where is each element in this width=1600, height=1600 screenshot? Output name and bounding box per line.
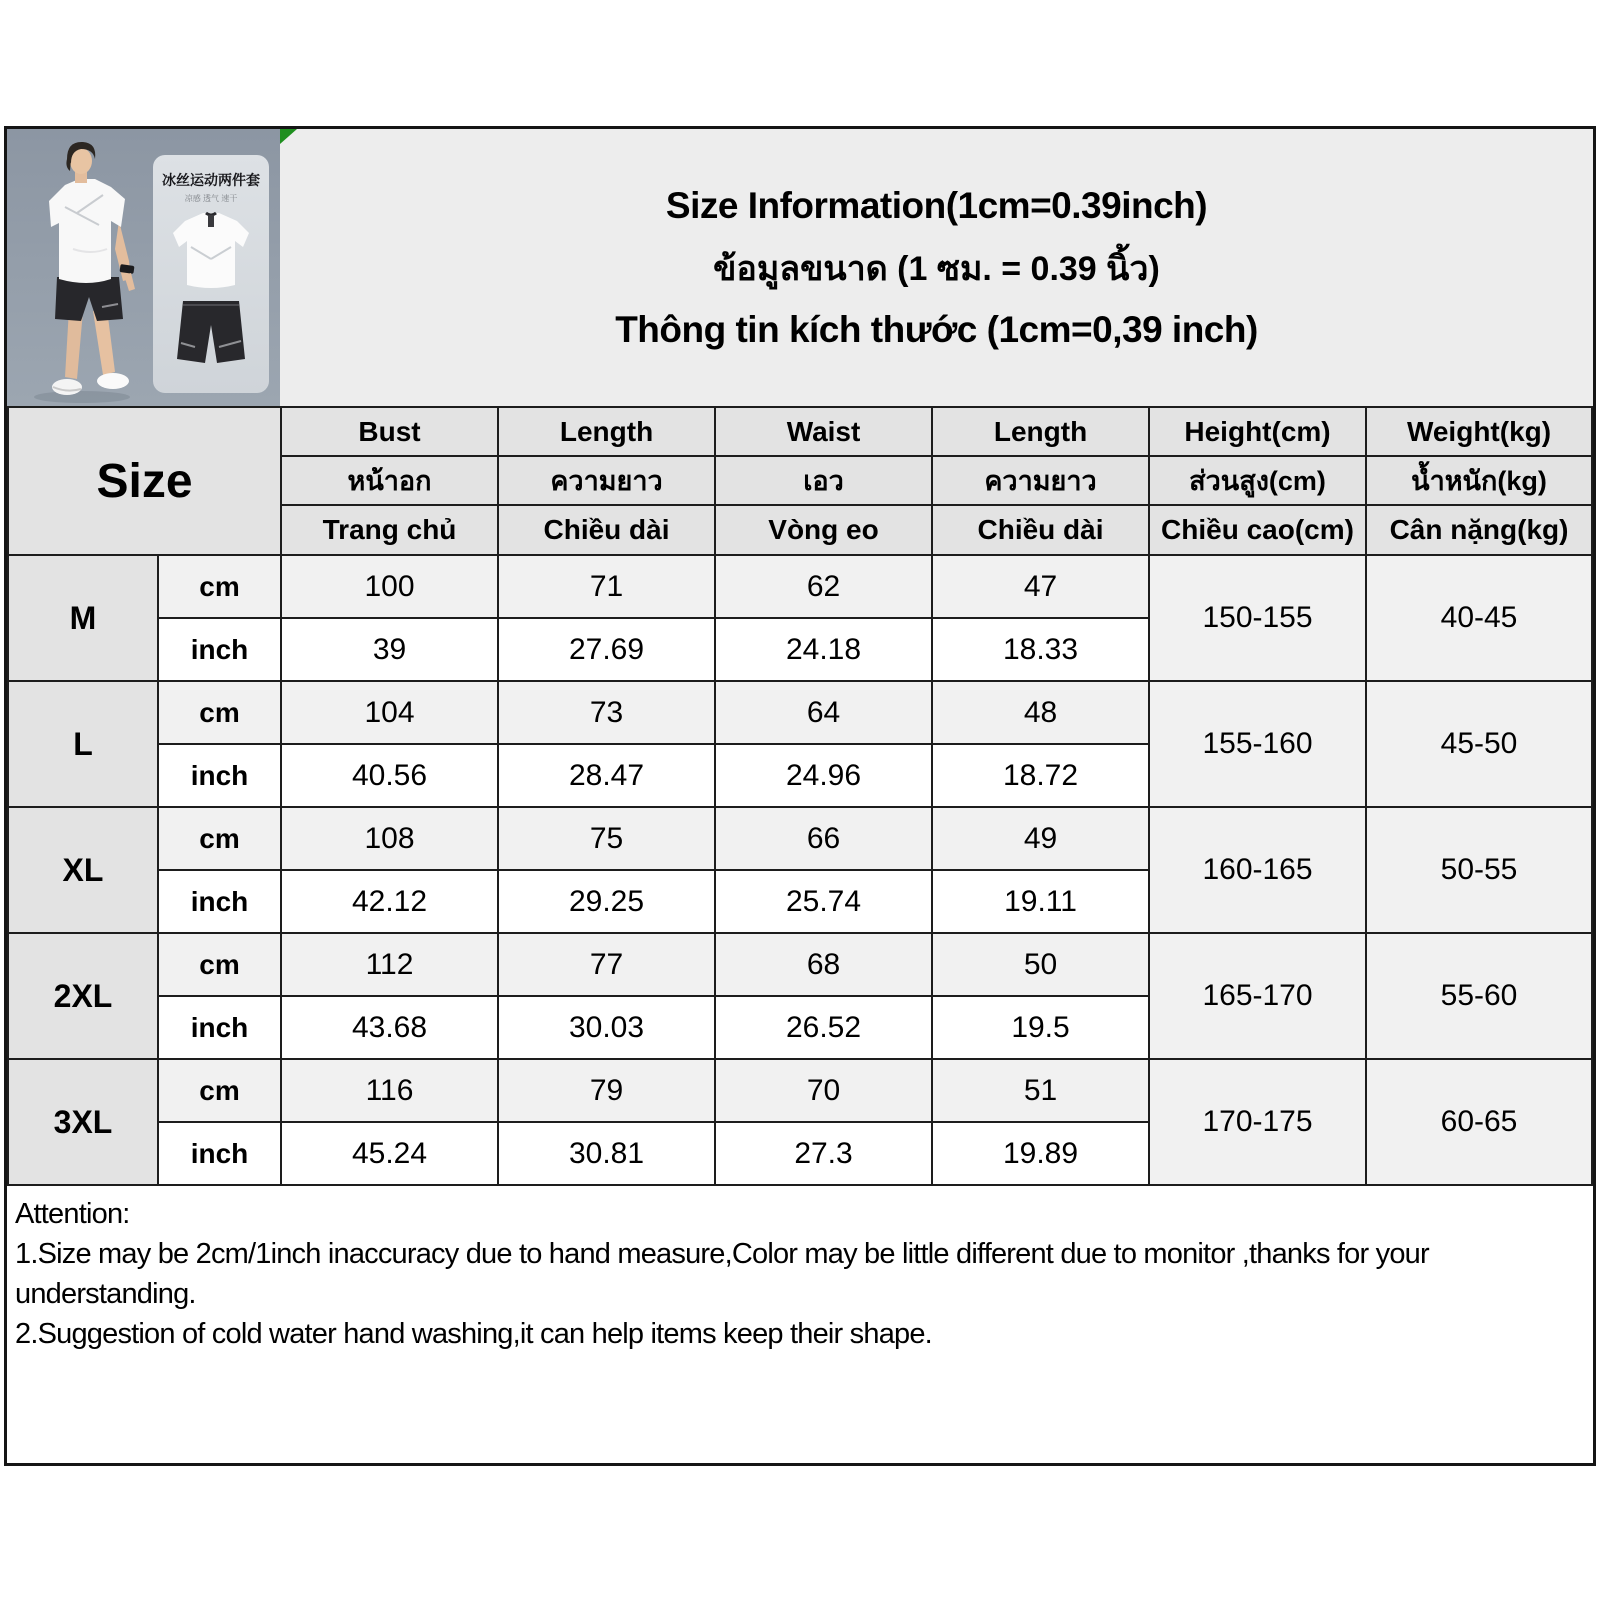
height-range-m: 150-155 [1149, 555, 1366, 681]
size-label-3xl: 3XL [8, 1059, 158, 1185]
value-cell: 42.12 [281, 870, 498, 933]
value-cell: 68 [715, 933, 932, 996]
value-cell: 24.96 [715, 744, 932, 807]
unit-label-cm: cm [158, 555, 281, 618]
unit-label-cm: cm [158, 681, 281, 744]
value-cell: 39 [281, 618, 498, 681]
value-cell: 73 [498, 681, 715, 744]
height-range-3xl: 170-175 [1149, 1059, 1366, 1185]
col-header-length2-th: ความยาว [932, 456, 1149, 505]
col-header-length1-th: ความยาว [498, 456, 715, 505]
value-cell: 27.3 [715, 1122, 932, 1185]
value-cell: 71 [498, 555, 715, 618]
value-cell: 24.18 [715, 618, 932, 681]
value-cell: 27.69 [498, 618, 715, 681]
attention-note-1: 1.Size may be 2cm/1inch inaccuracy due to hand measure,Color may be little different due to monitor ,thanks for your understanding. [15, 1238, 1429, 1310]
table-header-row-en [8, 407, 1592, 456]
attention-title: Attention: [15, 1198, 130, 1230]
size-label-2xl: 2XL [8, 933, 158, 1059]
size-table [7, 406, 1593, 1186]
value-cell: 49 [932, 807, 1149, 870]
value-cell: 51 [932, 1059, 1149, 1122]
size-label-l: L [8, 681, 158, 807]
value-cell: 70 [715, 1059, 932, 1122]
col-header-weight-vi: Cân nặng(kg) [1366, 505, 1592, 555]
col-header-length2-en: Length [932, 407, 1149, 456]
table-row-xl-cm [8, 807, 1592, 870]
value-cell: 19.89 [932, 1122, 1149, 1185]
unit-label-cm: cm [158, 933, 281, 996]
col-header-bust-vi: Trang chủ [281, 505, 498, 555]
size-label-xl: XL [8, 807, 158, 933]
value-cell: 75 [498, 807, 715, 870]
value-cell: 47 [932, 555, 1149, 618]
value-cell: 66 [715, 807, 932, 870]
product-card [153, 155, 269, 393]
value-cell: 62 [715, 555, 932, 618]
height-range-2xl: 165-170 [1149, 933, 1366, 1059]
value-cell: 26.52 [715, 996, 932, 1059]
col-header-weight-th: น้ำหนัก(kg) [1366, 456, 1592, 505]
value-cell: 45.24 [281, 1122, 498, 1185]
value-cell: 18.72 [932, 744, 1149, 807]
value-cell: 19.5 [932, 996, 1149, 1059]
banner-title-en: Size Information(1cm=0.39inch) [665, 184, 1208, 226]
col-header-waist-en: Waist [715, 407, 932, 456]
attention-section [7, 1186, 1593, 1463]
unit-label-inch: inch [158, 1122, 281, 1185]
table-row-3xl-cm [8, 1059, 1592, 1122]
top-section [7, 129, 1593, 406]
value-cell: 77 [498, 933, 715, 996]
weight-range-l: 45-50 [1366, 681, 1592, 807]
value-cell: 48 [932, 681, 1149, 744]
attention-note-2: 2.Suggestion of cold water hand washing,it can help items keep their shape. [15, 1318, 932, 1350]
value-cell: 30.03 [498, 996, 715, 1059]
col-header-height-en: Height(cm) [1149, 407, 1366, 456]
product-photo [7, 129, 280, 406]
table-row-m-cm [8, 555, 1592, 618]
size-label-m: M [8, 555, 158, 681]
product-card-title: 冰丝运动两件套 [162, 172, 260, 188]
unit-label-inch: inch [158, 870, 281, 933]
height-range-xl: 160-165 [1149, 807, 1366, 933]
unit-label-inch: inch [158, 996, 281, 1059]
value-cell: 25.74 [715, 870, 932, 933]
value-cell: 18.33 [932, 618, 1149, 681]
unit-label-cm: cm [158, 807, 281, 870]
title-banner [280, 129, 1593, 406]
corner-marker-icon [280, 129, 297, 144]
col-header-length2-vi: Chiều dài [932, 505, 1149, 555]
value-cell: 50 [932, 933, 1149, 996]
unit-label-inch: inch [158, 744, 281, 807]
product-card-subtitle: 凉感 透气 速干 [184, 194, 238, 203]
col-header-waist-th: เอว [715, 456, 932, 505]
value-cell: 64 [715, 681, 932, 744]
product-photo-illustration [7, 129, 280, 406]
height-range-l: 155-160 [1149, 681, 1366, 807]
value-cell: 19.11 [932, 870, 1149, 933]
col-header-length1-en: Length [498, 407, 715, 456]
value-cell: 108 [281, 807, 498, 870]
value-cell: 79 [498, 1059, 715, 1122]
value-cell: 116 [281, 1059, 498, 1122]
col-header-height-th: ส่วนสูง(cm) [1149, 456, 1366, 505]
value-cell: 43.68 [281, 996, 498, 1059]
col-header-length1-vi: Chiều dài [498, 505, 715, 555]
banner-title-th: ข้อมูลขนาด (1 ซม. = 0.39 นิ้ว) [713, 249, 1160, 288]
value-cell: 112 [281, 933, 498, 996]
size-chart-content [4, 126, 1596, 1466]
value-cell: 29.25 [498, 870, 715, 933]
value-cell: 100 [281, 555, 498, 618]
weight-range-2xl: 55-60 [1366, 933, 1592, 1059]
col-header-bust-en: Bust [281, 407, 498, 456]
col-header-height-vi: Chiều cao(cm) [1149, 505, 1366, 555]
value-cell: 28.47 [498, 744, 715, 807]
unit-label-inch: inch [158, 618, 281, 681]
size-header-cell: Size [8, 407, 281, 555]
unit-label-cm: cm [158, 1059, 281, 1122]
weight-range-m: 40-45 [1366, 555, 1592, 681]
table-row-2xl-cm [8, 933, 1592, 996]
weight-range-3xl: 60-65 [1366, 1059, 1592, 1185]
weight-range-xl: 50-55 [1366, 807, 1592, 933]
value-cell: 40.56 [281, 744, 498, 807]
col-header-waist-vi: Vòng eo [715, 505, 932, 555]
col-header-weight-en: Weight(kg) [1366, 407, 1592, 456]
value-cell: 30.81 [498, 1122, 715, 1185]
banner-title-vi: Thông tin kích thước (1cm=0,39 inch) [615, 308, 1258, 350]
table-row-l-cm [8, 681, 1592, 744]
col-header-bust-th: หน้าอก [281, 456, 498, 505]
value-cell: 104 [281, 681, 498, 744]
